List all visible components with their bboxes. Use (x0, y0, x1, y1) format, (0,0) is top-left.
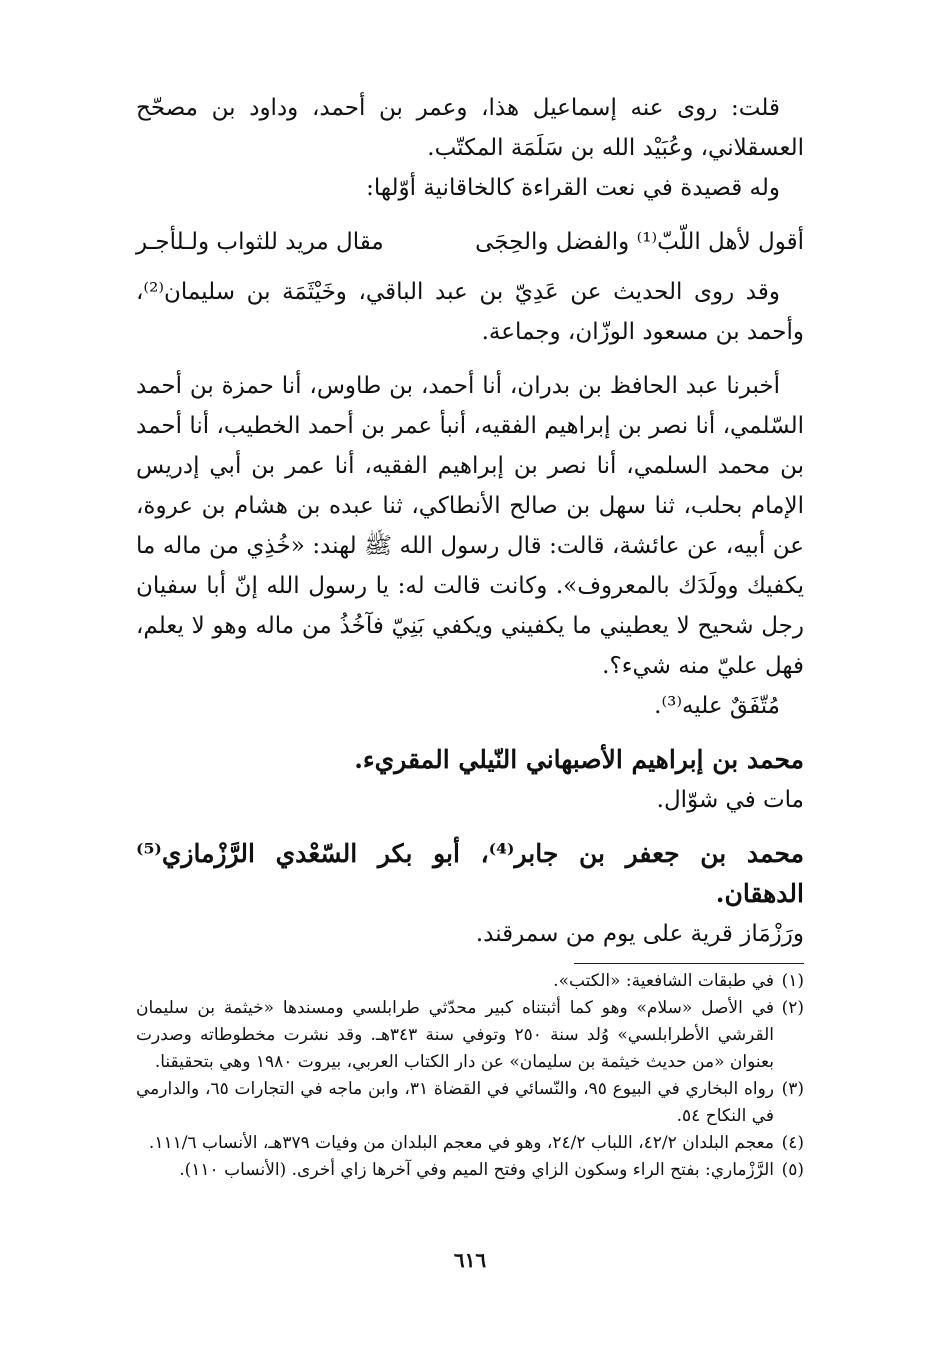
verse-first-hemistich: أقول لأهل اللّبّ⁽¹⁾ والفضل والحِجَى (475, 229, 804, 255)
footnote-number: (٤) (781, 1133, 804, 1153)
footnote (136, 968, 804, 995)
biography-heading-1: محمد بن إبراهيم الأصبهاني النّيلي المقريء. (354, 745, 804, 774)
footnote-number: (٥) (781, 1160, 804, 1180)
verse-second-hemistich: مقال مريد للثواب ولـلأجـر (136, 229, 384, 255)
footnote (136, 1157, 804, 1184)
footnote-number: (٢) (781, 998, 804, 1018)
footnote (136, 1130, 804, 1157)
paragraph-poem-intro: وله قصيدة في نعت القراءة كالخاقانية أوّلها: (366, 175, 780, 201)
paragraph-isnad: أخبرنا عبد الحافظ بن بدران، أنا أحمد، بن طاوس، أنا حمزة بن أحمد السّلمي، أنا نصر بن إبراهيم الفقيه، أنبأ عمر بن أحمد الخطيب، أنا أحمد بن محمد السلمي، أنا نصر بن إبراهيم الفقيه، أنا عمر بن أبي إدريس الإمام بحلب، ثنا سهل بن صالح الأنطاكي، ثنا عبده بن هشام بن عروة، عن أبيه، عن عائشة، قالت: قال رسول الله ﷺ لهند: «خُذِي من ماله ما يكفيك وولَدَك بالمعروف». وكانت قالت له: يا رسول الله إنّ أبا سفيان رجل شحيح لا يعطيني ما يكفيني ويكفي بَنِيّ فآخُذُ من ماله وهو لا يعلم، فهل عليّ منه شيء؟. (136, 373, 804, 679)
footnote-divider (574, 963, 804, 964)
biography-heading-2: محمد بن جعفر بن جابر⁽⁴⁾، أبو بكر السّعْدي الرَّزْمازي⁽⁵⁾ الدهقان. (136, 839, 804, 908)
footnote (136, 1076, 804, 1130)
footnote-number: (١) (781, 971, 804, 991)
main-text (136, 88, 804, 954)
footnote-text: في الأصل «سلام» وهو كما أثبتناه كبير محدّثي طرابلسي ومسندها «خيثمة بن سليمان القرشي الأطرابلسي» وُلد سنة ٢٥٠ وتوفي سنة ٣٤٣هـ. وقد نشرت مخطوطاته وصدرت بعنوان «من حديث خيثمة بن سليمان» عن دار الكتاب العربي، بيروت ١٩٨٠ وهي بتحقيقنا. (136, 998, 775, 1072)
footnote-text: في طبقات الشافعية: «الكتب». (553, 971, 774, 991)
footnote-number: (٣) (781, 1079, 804, 1099)
footnote (136, 995, 804, 1076)
poem-verse (136, 222, 804, 262)
paragraph-death: مات في شوّال. (656, 787, 804, 813)
footnote-text: معجم البلدان ٤٢/٢، اللباب ٢٤/٢، وهو في معجم البلدان من وفيات ٣٧٩هـ، الأنساب ١١١/٦. (148, 1133, 774, 1153)
footnote-text: الرَّزْماري: بفتح الراء وسكون الزاي وفتح الميم وفي آخرها زاي أخرى. (الأنساب ١١٠). (179, 1160, 774, 1180)
page-number: ٦١٦ (453, 1248, 487, 1272)
paragraph-narrators: قلت: روى عنه إسماعيل هذا، وعمر بن أحمد، وداود بن مصحّح العسقلاني، وعُبَيْد الله بن سَلَمَة المكتّب. (136, 95, 804, 161)
paragraph-agreed: مُتّفَقٌ عليه⁽³⁾. (654, 693, 780, 719)
paragraph-village: ورَزْمَاز قرية على يوم من سمرقند. (475, 921, 804, 947)
paragraph-hadith-sources: وقد روى الحديث عن عَدِيّ بن عبد الباقي، وخَيْثَمَة بن سليمان⁽²⁾، وأحمد بن مسعود الوزّان، وجماعة. (136, 279, 804, 345)
footnote-text: رواه البخاري في البيوع ٩٥، والنّسائي في القضاة ٣١، وابن ماجه في التجارات ٦٥، والدارمي في النكاح ٥٤. (136, 1079, 774, 1126)
footnotes (136, 968, 804, 1184)
